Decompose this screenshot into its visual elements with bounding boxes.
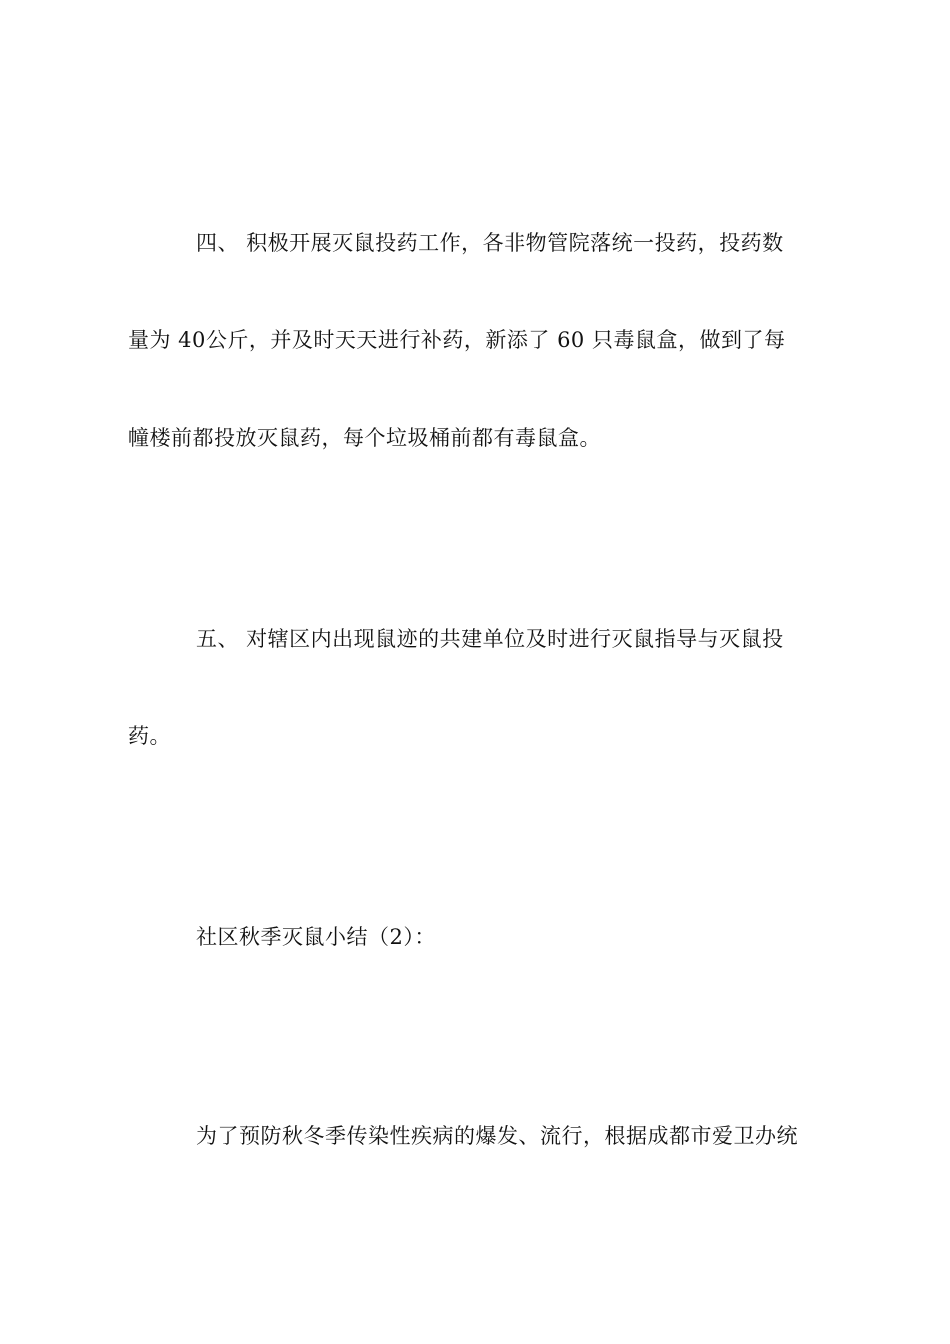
paragraph-5-line-2: 药。 (128, 724, 171, 748)
intro-paragraph-line-1: 为了预防秋冬季传染性疾病的爆发、流行，根据成都市爱卫办统 (196, 1124, 798, 1148)
section-heading: 社区秋季灭鼠小结（2）： (196, 925, 436, 949)
paragraph-4-line-2: 量为 40公斤，并及时天天进行补药，新添了 60 只毒鼠盒，做到了每 (128, 328, 786, 352)
paragraph-4-line-1: 四、 积极开展灭鼠投药工作，各非物管院落统一投药，投药数 (196, 231, 784, 255)
paragraph-4-line-3: 幢楼前都投放灭鼠药，每个垃圾桶前都有毒鼠盒。 (128, 426, 601, 450)
paragraph-5-line-1: 五、 对辖区内出现鼠迹的共建单位及时进行灭鼠指导与灭鼠投 (196, 627, 784, 651)
